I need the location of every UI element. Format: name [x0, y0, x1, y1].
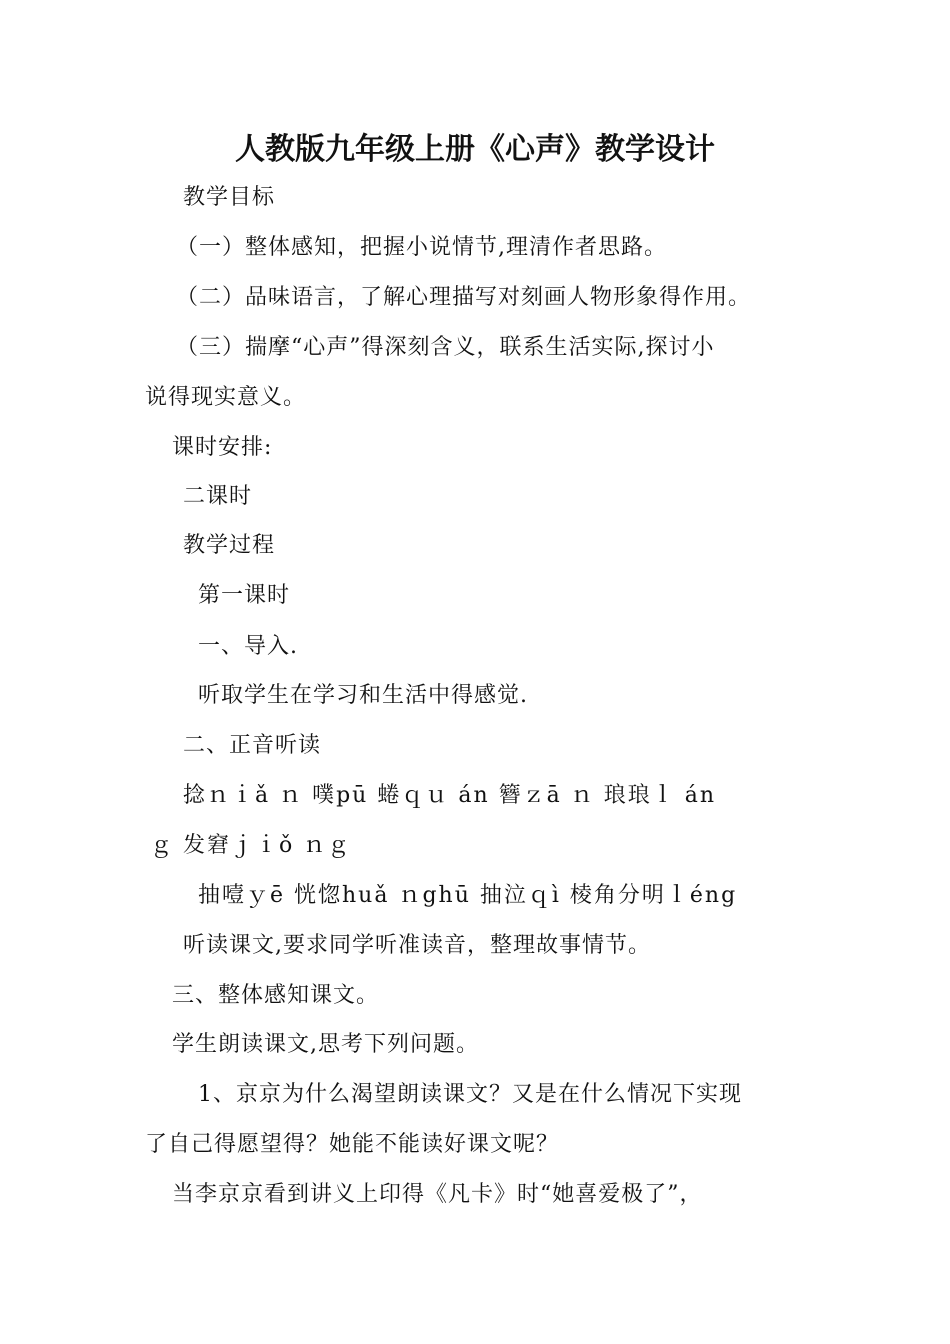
document-title: 人教版九年级上册《心声》教学设计 [235, 132, 715, 167]
answer-text: 当李京京看到讲义上印得《凡卡》时“她喜爱极了”， [172, 1182, 703, 1207]
lesson-heading: 第一课时 [198, 583, 291, 608]
step-heading-intro: 一、导入. [198, 634, 298, 659]
question-1-continued: 了自己得愿望得？她能不能读好课文呢？ [145, 1132, 560, 1157]
objective-3: （三）揣摩“心声”得深刻含义，联系生活实际,探讨小 [176, 335, 715, 360]
pinyin-line-3: 抽噎ｙē 恍惚huǎ ｎghū 抽泣ｑì 棱角分明ｌéng [198, 883, 738, 908]
listening-instruction: 听读课文,要求同学听准读音，整理故事情节。 [183, 933, 651, 958]
objective-1: （一）整体感知，把握小说情节,理清作者思路。 [176, 235, 667, 260]
pinyin-line-2: ｇ 发窘ｊｉǒ ｎｇ [150, 833, 352, 858]
question-1: 1、京京为什么渴望朗读课文？又是在什么情况下实现 [198, 1082, 742, 1107]
schedule-value: 二课时 [183, 484, 253, 509]
objective-3-continued: 说得现实意义。 [145, 385, 307, 410]
section-heading-process: 教学过程 [183, 533, 276, 558]
reading-instruction: 学生朗读课文,思考下列问题。 [172, 1032, 479, 1057]
section-heading-schedule: 课时安排: [172, 435, 273, 460]
intro-text: 听取学生在学习和生活中得感觉. [198, 683, 528, 708]
pinyin-line-1: 捻ｎｉǎ ｎ 噗pū 蜷ｑｕ án 簪ｚā ｎ 琅琅ｌ án [183, 783, 717, 808]
section-heading-objectives: 教学目标 [183, 185, 276, 210]
step-heading-overview: 三、整体感知课文。 [172, 983, 380, 1008]
objective-2: （二）品味语言，了解心理描写对刻画人物形象得作用。 [176, 285, 752, 310]
step-heading-pronunciation: 二、正音听读 [183, 733, 322, 758]
